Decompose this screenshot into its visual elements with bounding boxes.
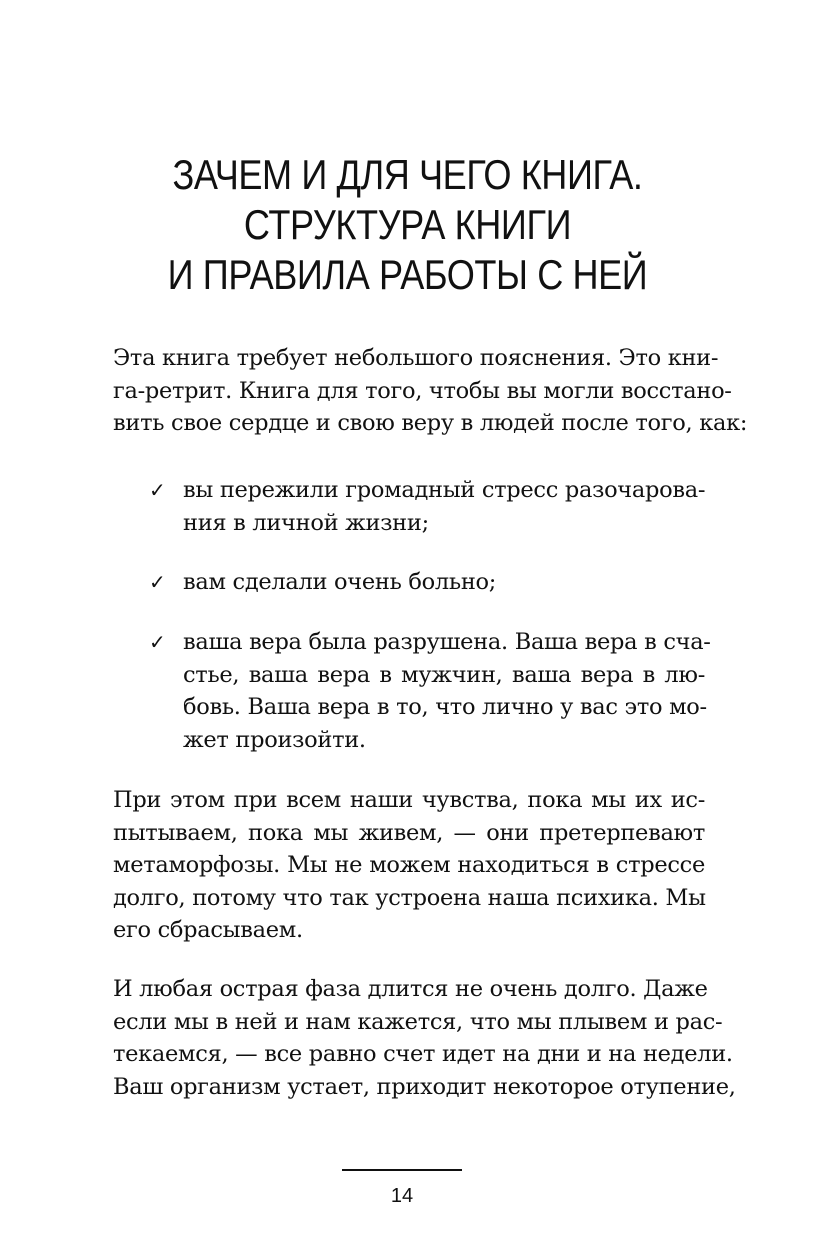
footer-rule xyxy=(342,1169,462,1171)
chapter-title-line: СТРУКТУРА КНИГИ xyxy=(243,201,572,248)
text-line: ния в личной жизни; xyxy=(183,509,429,536)
text-line: жет произойти. xyxy=(183,726,366,753)
intro-paragraph xyxy=(113,342,748,440)
bullet-text xyxy=(183,474,705,539)
text-line: ваша вера была разрушена. Ваша вера в сча- xyxy=(183,629,711,655)
text-line: долго, потому что так устроена наша психика. Мы xyxy=(113,884,706,911)
text-line: вить свое сердце и свою веру в людей после того, как: xyxy=(113,410,748,437)
text-line: Ваш организм устает, приходит некоторое отупение, xyxy=(113,1073,736,1100)
text-line: текаемся, — все равно счет идет на дни и на недели. xyxy=(113,1041,733,1068)
checkmark-icon: ✓ xyxy=(149,570,166,594)
text-line: бовь. Ваша вера в то, что лично у вас это мо- xyxy=(183,694,707,721)
chapter-title xyxy=(57,150,758,300)
text-line: га-ретрит. Книга для того, чтобы вы могли восстано- xyxy=(113,377,732,404)
paragraph xyxy=(113,784,705,947)
text-line: пытываем, пока мы живем, — они претерпевают xyxy=(113,819,705,846)
text-line: стье, ваша вера в мужчин, ваша вера в лю- xyxy=(183,661,705,688)
bullet-text xyxy=(183,566,705,599)
text-line: вы пережили громадный стресс разочарова- xyxy=(183,477,706,503)
text-line: Эта книга требует небольшого пояснения. Это кни- xyxy=(113,345,719,371)
page-number: 14 xyxy=(390,1185,414,1207)
text-line: вам сделали очень больно; xyxy=(183,569,497,595)
paragraph xyxy=(113,973,736,1103)
text-line: если мы в ней и нам кажется, что мы плывем и рас- xyxy=(113,1008,723,1035)
chapter-title-line: И ПРАВИЛА РАБОТЫ С НЕЙ xyxy=(167,251,648,298)
checkmark-icon: ✓ xyxy=(149,478,166,502)
checkmark-icon: ✓ xyxy=(149,630,166,654)
text-line: метаморфозы. Мы не можем находиться в стрессе xyxy=(113,852,705,879)
text-line: И любая острая фаза длится не очень долго. Даже xyxy=(113,976,708,1002)
text-line: его сбрасываем. xyxy=(113,917,303,944)
chapter-title-line: ЗАЧЕМ И ДЛЯ ЧЕГО КНИГА. xyxy=(172,151,643,198)
bullet-text xyxy=(183,626,711,756)
text-line: При этом при всем наши чувства, пока мы их ис- xyxy=(113,787,705,813)
